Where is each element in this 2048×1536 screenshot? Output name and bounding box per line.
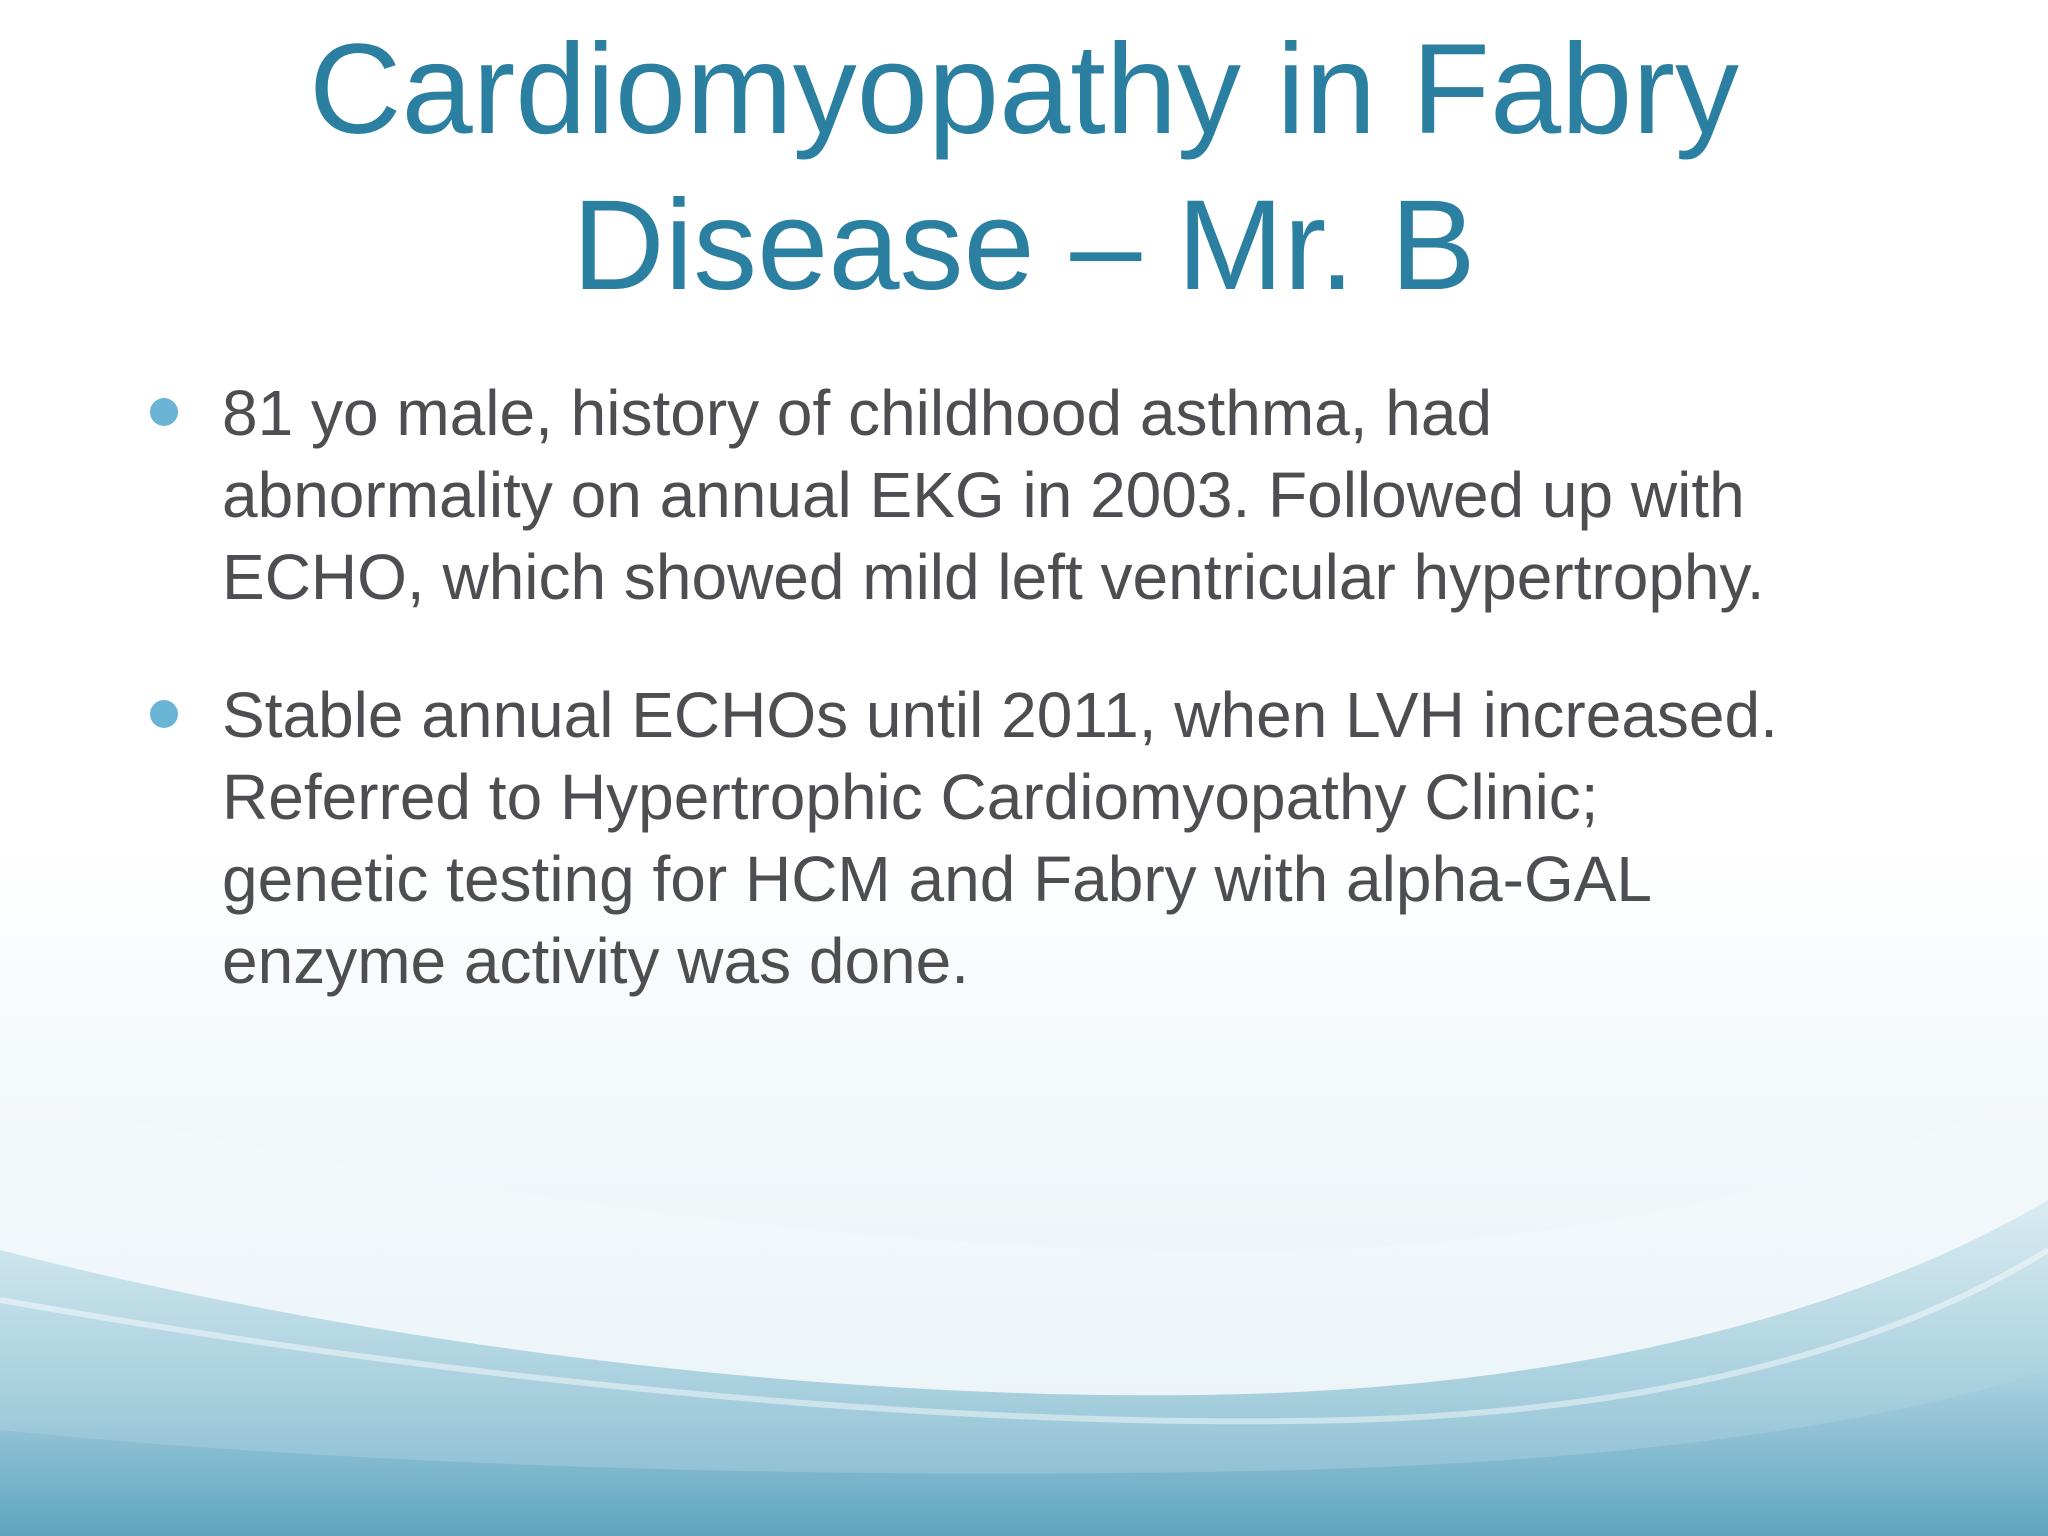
bullet-item-1 xyxy=(146,372,1906,618)
slide-title-line-2: Disease – Mr. B xyxy=(572,174,1476,317)
bullet-line: enzyme activity was done. xyxy=(222,925,969,997)
bullet-list xyxy=(146,372,1906,1058)
bullet-line: ECHO, which showed mild left ventricular hypertrophy. xyxy=(222,541,1765,613)
slide-title-line-1: Cardiomyopathy in Fabry xyxy=(309,18,1739,161)
bullet-line: Stable annual ECHOs until 2011, when LVH increased. xyxy=(222,679,1778,751)
bullet-line: Referred to Hypertrophic Cardiomyopathy Clinic; xyxy=(222,761,1599,833)
bullet-dot-icon xyxy=(150,700,178,728)
bullet-item-2 xyxy=(146,674,1906,1002)
bullet-dot-icon xyxy=(150,398,178,426)
bullet-line: abnormality on annual EKG in 2003. Followed up with xyxy=(222,459,1745,531)
slide-title xyxy=(0,12,2048,324)
bullet-line: 81 yo male, history of childhood asthma, had xyxy=(222,377,1493,449)
bullet-line: genetic testing for HCM and Fabry with alpha-GAL xyxy=(222,843,1652,915)
